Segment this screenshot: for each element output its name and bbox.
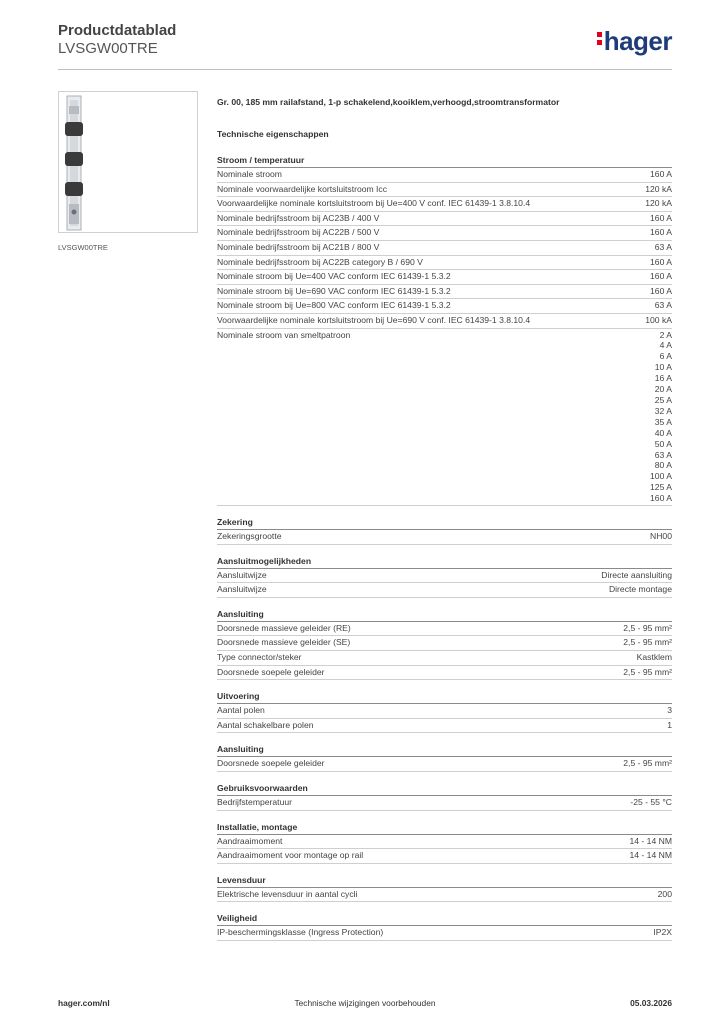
fuse-rating-value: 32 A xyxy=(654,405,672,416)
section-title: Zekering xyxy=(217,516,672,530)
product-image xyxy=(58,91,198,233)
spec-section xyxy=(217,782,672,811)
spec-row xyxy=(217,270,672,285)
spec-label: Nominale stroom van smeltpatroon xyxy=(217,329,351,340)
spec-section xyxy=(217,821,672,864)
product-details xyxy=(217,96,672,951)
spec-value: Kastklem xyxy=(636,652,672,662)
spec-value: 63 A xyxy=(654,300,672,311)
spec-value: 120 kA xyxy=(645,183,672,194)
spec-row xyxy=(217,569,672,584)
spec-section xyxy=(217,154,672,506)
fuse-rating-value: 20 A xyxy=(654,384,672,395)
spec-row xyxy=(217,241,672,256)
spec-row xyxy=(217,636,672,651)
spec-value: 160 A xyxy=(650,271,672,282)
spec-row xyxy=(217,197,672,212)
section-title: Aansluiting xyxy=(217,743,672,757)
spec-label: Nominale bedrijfsstroom bij AC23B / 400 V xyxy=(217,212,380,223)
spec-row xyxy=(217,651,672,666)
spec-label: Nominale stroom bij Ue=400 VAC conform IEC 61439-1 5.3.2 xyxy=(217,271,451,282)
spec-value: 14 - 14 NM xyxy=(629,835,672,846)
product-code: LVSGW00TRE xyxy=(58,40,158,57)
hager-logo xyxy=(597,26,672,57)
fuse-rating-value: 63 A xyxy=(654,449,672,460)
spec-row xyxy=(217,796,672,811)
product-description: Gr. 00, 185 mm railafstand, 1-p schakelend,kooiklem,verhoogd,stroomtransformator xyxy=(217,97,560,107)
spec-row xyxy=(217,314,672,329)
spec-section xyxy=(217,874,672,903)
page-header xyxy=(58,22,672,70)
spec-section xyxy=(217,555,672,598)
spec-row xyxy=(217,926,672,941)
technical-heading: Technische eigenschappen xyxy=(217,129,329,139)
spec-label: Nominale stroom bij Ue=690 VAC conform IEC 61439-1 5.3.2 xyxy=(217,285,451,296)
header-divider xyxy=(58,69,672,70)
spec-label: Aansluitwijze xyxy=(217,569,267,580)
spec-value: 160 A xyxy=(650,256,672,267)
spec-section xyxy=(217,608,672,680)
logo-dots-icon xyxy=(597,29,603,48)
section-title: Aansluiting xyxy=(217,608,672,622)
section-title: Veiligheid xyxy=(217,912,672,926)
spec-row xyxy=(217,168,672,183)
section-title: Aansluitmogelijkheden xyxy=(217,555,672,569)
spec-label: Nominale stroom xyxy=(217,169,282,179)
spec-row xyxy=(217,888,672,903)
page-title: Productdatablad xyxy=(58,22,177,39)
spec-value: Directe aansluiting xyxy=(601,569,672,580)
spec-label: Aantal schakelbare polen xyxy=(217,719,314,730)
spec-label: Voorwaardelijke nominale kortsluitstroom bij Ue=690 V conf. IEC 61439-1 3.8.10.4 xyxy=(217,314,531,325)
spec-label: Nominale bedrijfsstroom bij AC22B / 500 V xyxy=(217,227,380,238)
fuse-rating-value: 35 A xyxy=(654,416,672,427)
spec-value: Directe montage xyxy=(608,584,672,595)
footer-date: 05.03.2026 xyxy=(630,998,672,1008)
spec-row xyxy=(217,622,672,637)
fuse-rating-value: 160 A xyxy=(650,493,672,504)
footer-disclaimer: Technische wijzigingen voorbehouden xyxy=(294,998,436,1008)
footer-website[interactable]: hager.com/nl xyxy=(58,998,110,1008)
spec-label: Aandraaimoment xyxy=(217,835,283,846)
fuse-rating-value: 10 A xyxy=(654,362,672,373)
spec-label: Aantal polen xyxy=(217,705,265,716)
fuse-rating-value: 16 A xyxy=(654,373,672,384)
spec-row xyxy=(217,583,672,598)
fuse-rating-value: 2 A xyxy=(659,329,672,340)
spec-value: 160 A xyxy=(650,169,672,179)
spec-row xyxy=(217,212,672,227)
fuse-rating-value: 40 A xyxy=(654,427,672,438)
section-title: Gebruiksvoorwaarden xyxy=(217,782,672,796)
spec-row xyxy=(217,226,672,241)
spec-label: Zekeringsgrootte xyxy=(217,531,282,542)
spec-value: 120 kA xyxy=(645,198,672,209)
spec-label: Voorwaardelijke nominale kortsluitstroom bij Ue=400 V conf. IEC 61439-1 3.8.10.4 xyxy=(217,198,531,209)
spec-label: Doorsnede soepele geleider xyxy=(217,758,325,769)
spec-value: 3 xyxy=(667,705,672,716)
fuse-rating-value: 4 A xyxy=(659,340,672,351)
spec-row xyxy=(217,299,672,314)
spec-label: Doorsnede massieve geleider (SE) xyxy=(217,637,351,648)
section-title: Uitvoering xyxy=(217,690,672,704)
spec-label: Doorsnede soepele geleider xyxy=(217,666,325,677)
spec-row xyxy=(217,666,672,681)
fuse-rating-value: 25 A xyxy=(654,394,672,405)
spec-value: 2,5 - 95 mm² xyxy=(623,758,672,769)
spec-label: Aansluitwijze xyxy=(217,584,267,595)
spec-row xyxy=(217,256,672,271)
spec-label: Elektrische levensduur in aantal cycli xyxy=(217,888,358,899)
spec-label: Nominale voorwaardelijke kortsluitstroom Icc xyxy=(217,183,388,194)
spec-value: 160 A xyxy=(650,212,672,223)
fuse-switch-illustration-icon xyxy=(59,92,199,234)
spec-section xyxy=(217,516,672,545)
section-title: Stroom / temperatuur xyxy=(217,154,672,168)
spec-row-fuse-ratings xyxy=(217,329,672,507)
spec-value-list xyxy=(650,330,672,505)
spec-row xyxy=(217,719,672,734)
spec-section xyxy=(217,743,672,772)
spec-label: Doorsnede massieve geleider (RE) xyxy=(217,622,351,633)
fuse-rating-value: 80 A xyxy=(654,460,672,471)
spec-sections xyxy=(217,154,672,941)
spec-value: 14 - 14 NM xyxy=(629,850,672,861)
spec-label: Nominale stroom bij Ue=800 VAC conform IEC 61439-1 5.3.2 xyxy=(217,300,451,311)
fuse-rating-value: 50 A xyxy=(654,438,672,449)
spec-section xyxy=(217,690,672,733)
fuse-rating-value: 100 A xyxy=(650,471,672,482)
spec-value: 2,5 - 95 mm² xyxy=(623,637,672,648)
fuse-rating-value: 6 A xyxy=(659,351,672,362)
spec-label: IP-beschermingsklasse (Ingress Protection) xyxy=(217,927,384,938)
spec-label: Nominale bedrijfsstroom bij AC22B category B / 690 V xyxy=(217,256,423,267)
spec-row xyxy=(217,704,672,719)
spec-row xyxy=(217,849,672,864)
spec-label: Bedrijfstemperatuur xyxy=(217,796,292,807)
spec-section xyxy=(217,912,672,941)
spec-label: Type connector/steker xyxy=(217,652,302,662)
spec-row xyxy=(217,835,672,850)
fuse-rating-value: 125 A xyxy=(650,482,672,493)
spec-value: 160 A xyxy=(650,285,672,296)
spec-value: 200 xyxy=(657,888,672,899)
image-caption: LVSGW00TRE xyxy=(58,243,108,252)
spec-value: IP2X xyxy=(653,927,672,938)
spec-label: Nominale bedrijfsstroom bij AC21B / 800 V xyxy=(217,241,380,252)
section-title: Installatie, montage xyxy=(217,821,672,835)
section-title: Levensduur xyxy=(217,874,672,888)
spec-row xyxy=(217,530,672,545)
spec-value: 63 A xyxy=(654,241,672,252)
spec-row xyxy=(217,183,672,198)
spec-value: -25 - 55 °C xyxy=(630,796,672,807)
spec-value: 1 xyxy=(667,719,672,730)
spec-row xyxy=(217,757,672,772)
spec-value: 2,5 - 95 mm² xyxy=(623,622,672,633)
spec-row xyxy=(217,285,672,300)
spec-label: Aandraaimoment voor montage op rail xyxy=(217,850,364,861)
spec-value: 100 kA xyxy=(645,314,672,325)
logo-text: hager xyxy=(603,26,672,56)
spec-value: 160 A xyxy=(650,227,672,238)
spec-value: NH00 xyxy=(650,531,672,542)
spec-value: 2,5 - 95 mm² xyxy=(623,666,672,677)
